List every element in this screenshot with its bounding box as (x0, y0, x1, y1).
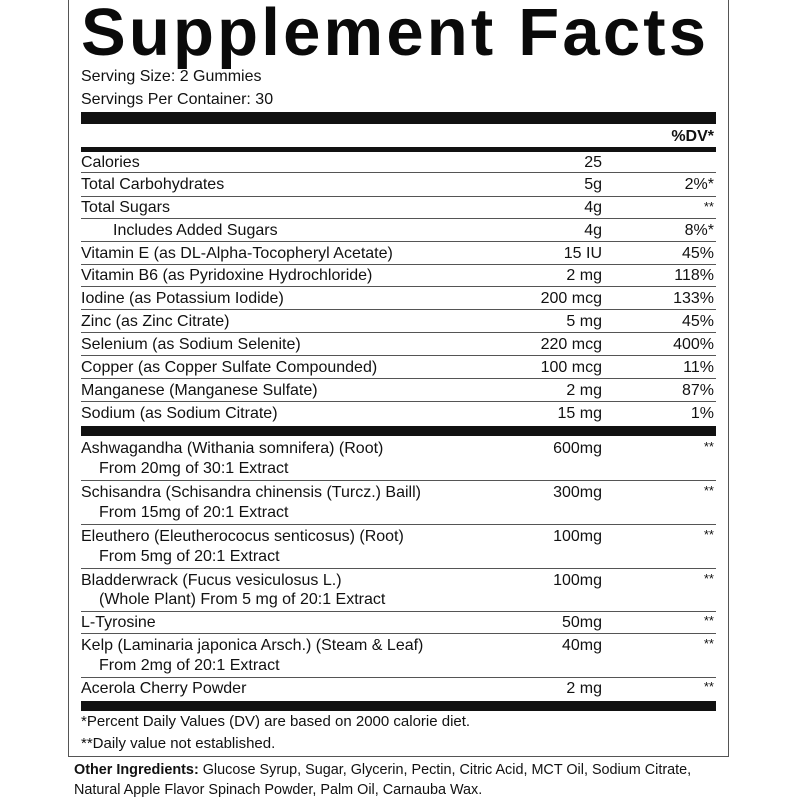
nutrient-dv: 87% (681, 382, 714, 399)
supplement-facts-panel (68, 0, 729, 757)
ingredient-row (81, 612, 716, 634)
nutrient-amount: 25 (584, 154, 602, 171)
nutrient-amount: 5g (584, 176, 602, 193)
nutrient-row (81, 173, 716, 197)
nutrient-amount: 220 mcg (540, 336, 602, 353)
servings-per-container: Servings Per Container: 30 (81, 91, 274, 108)
other-ingredients (74, 760, 734, 800)
nutrient-dv: 11% (683, 359, 714, 376)
ingredient-name: Bladderwrack (Fucus vesiculosus L.) (81, 572, 342, 589)
nutrient-dv: 118% (674, 267, 714, 284)
nutrient-name: Calories (81, 154, 140, 171)
nutrient-dv: 45% (681, 313, 714, 330)
ingredient-amount: 600mg (553, 440, 602, 457)
nutrient-dv: 2%* (684, 176, 714, 193)
nutrient-row (81, 197, 716, 219)
nutrient-row (81, 310, 716, 333)
nutrient-row (81, 356, 716, 379)
nutrient-dv: ** (703, 199, 714, 214)
nutrient-name: Sodium (as Sodium Citrate) (81, 405, 278, 422)
nutrient-name: Iodine (as Potassium Iodide) (81, 290, 284, 307)
ingredient-amount: 100mg (553, 572, 602, 589)
ingredient-amount: 50mg (561, 614, 602, 631)
nutrient-row (81, 152, 716, 173)
nutrient-dv: 45% (681, 245, 714, 262)
ingredient-source: From 15mg of 20:1 Extract (99, 504, 289, 521)
ingredient-dv: ** (703, 636, 714, 651)
ingredient-name: Eleuthero (Eleutherococus senticosus) (Root) (81, 528, 404, 545)
nutrient-name: Copper (as Copper Sulfate Compounded) (81, 359, 378, 376)
nutrient-amount: 2 mg (566, 382, 602, 399)
ingredient-row (81, 481, 716, 525)
nutrient-amount: 15 IU (563, 245, 602, 262)
nutrient-amount: 2 mg (566, 267, 602, 284)
ingredient-dv: ** (703, 613, 714, 628)
nutrient-name: Vitamin E (as DL-Alpha-Tocopheryl Acetate) (81, 245, 393, 262)
ingredient-amount: 40mg (561, 637, 602, 654)
ingredient-amount: 300mg (553, 484, 602, 501)
ingredient-source: From 5mg of 20:1 Extract (99, 548, 280, 565)
nutrient-name: Selenium (as Sodium Selenite) (81, 336, 301, 353)
ingredient-row (81, 678, 716, 700)
nutrient-name: Vitamin B6 (as Pyridoxine Hydrochloride) (81, 267, 373, 284)
ingredient-name: Kelp (Laminaria japonica Arsch.) (Steam & Leaf) (81, 637, 424, 654)
nutrient-amount: 15 mg (557, 405, 602, 422)
ingredient-dv: ** (703, 483, 714, 498)
ingredient-name: Schisandra (Schisandra chinensis (Turcz.) Baill) (81, 484, 421, 501)
thick-divider-bottom (81, 701, 716, 711)
footnote-not-established: **Daily value not established. (81, 735, 276, 752)
ingredient-amount: 100mg (553, 528, 602, 545)
ingredient-source: From 2mg of 20:1 Extract (99, 657, 280, 674)
nutrient-name: Zinc (as Zinc Citrate) (81, 313, 230, 330)
ingredient-row (81, 436, 716, 481)
ingredient-row (81, 634, 716, 678)
nutrient-dv: 8%* (684, 222, 714, 239)
nutrient-name: Manganese (Manganese Sulfate) (81, 382, 318, 399)
nutrient-row (81, 333, 716, 356)
nutrient-name: Total Carbohydrates (81, 176, 225, 193)
nutrient-amount: 200 mcg (540, 290, 602, 307)
nutrient-dv: 133% (673, 290, 714, 307)
dv-header: %DV* (671, 128, 714, 145)
ingredient-name: Acerola Cherry Powder (81, 680, 247, 697)
other-ingredients-list: Glucose Syrup, Sugar, Glycerin, Pectin, Citric Acid, MCT Oil, Sodium Citrate, Natural Apple Flavor Spinach Powder, Palm Oil, Carnauba Wax. (74, 762, 692, 798)
nutrient-name: Includes Added Sugars (113, 222, 278, 239)
nutrient-amount: 4g (584, 199, 602, 216)
nutrient-row (81, 265, 716, 287)
thick-divider-middle (81, 426, 716, 436)
nutrient-dv: 400% (673, 336, 714, 353)
thick-divider-top (81, 112, 716, 124)
nutrient-amount: 100 mcg (540, 359, 602, 376)
nutrient-dv: 1% (690, 405, 714, 422)
nutrient-name: Total Sugars (81, 199, 170, 216)
ingredient-name: Ashwagandha (Withania somnifera) (Root) (81, 440, 384, 457)
ingredient-row (81, 569, 716, 612)
nutrient-row (81, 402, 716, 425)
ingredient-source: From 20mg of 30:1 Extract (99, 460, 289, 477)
nutrient-row (81, 379, 716, 402)
ingredient-row (81, 525, 716, 569)
ingredient-amount: 2 mg (566, 680, 602, 697)
serving-size: Serving Size: 2 Gummies (81, 68, 262, 85)
ingredient-dv: ** (703, 439, 714, 454)
nutrient-row (81, 219, 716, 242)
ingredient-source: (Whole Plant) From 5 mg of 20:1 Extract (99, 591, 386, 608)
nutrient-amount: 4g (584, 222, 602, 239)
footnote-dv: *Percent Daily Values (DV) are based on 2000 calorie diet. (81, 713, 471, 730)
ingredient-dv: ** (703, 527, 714, 542)
nutrient-amount: 5 mg (566, 313, 602, 330)
other-ingredients-label: Other Ingredients: (74, 762, 199, 778)
nutrient-row (81, 242, 716, 265)
ingredient-name: L-Tyrosine (81, 614, 156, 631)
nutrient-row (81, 287, 716, 310)
panel-title: Supplement Facts (81, 0, 710, 70)
ingredient-dv: ** (703, 571, 714, 586)
ingredient-dv: ** (703, 679, 714, 694)
